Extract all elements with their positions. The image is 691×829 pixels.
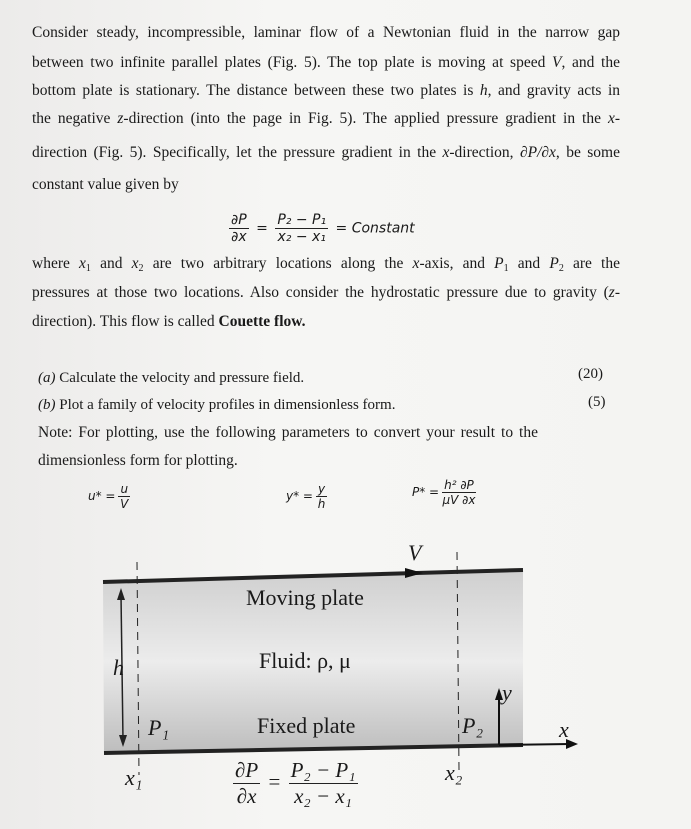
text-line <box>32 313 620 331</box>
text-segment: 1 <box>85 263 91 274</box>
text-segment: z <box>117 110 124 127</box>
velocity-label: V <box>408 540 422 565</box>
question-label: (a) <box>38 370 56 386</box>
diff-den: x₂ − x₁ <box>294 784 352 808</box>
eq-sign: = <box>256 220 268 237</box>
question-text: Calculate the velocity and pressure field. <box>55 370 305 386</box>
text-line <box>32 255 620 274</box>
text-line <box>32 82 620 100</box>
formula-den: V <box>120 497 129 511</box>
text-segment: 1 <box>503 263 509 274</box>
text-line <box>32 110 620 128</box>
text-segment: x <box>442 144 450 161</box>
text-segment: , and gravity acts in <box>487 82 620 99</box>
text-segment: -direction (into the page in Fig. 5). The applied pressure gradient in the <box>123 110 608 127</box>
text-line <box>32 284 620 302</box>
formula-lhs: y* = <box>286 489 313 503</box>
fixed-plate-label: Fixed plate <box>257 713 356 738</box>
text-line <box>38 452 626 470</box>
text-segment: x <box>131 255 139 272</box>
x-axis <box>499 744 570 745</box>
y-axis-label: y <box>502 680 512 705</box>
eq-numerator: ∂P <box>231 212 247 228</box>
text-segment: V <box>552 54 562 71</box>
text-segment: Couette flow. <box>218 313 306 330</box>
text-segment: P <box>494 255 504 272</box>
question-a <box>38 370 304 387</box>
gradient-den: ∂x <box>236 784 257 808</box>
x-axis-label: x <box>559 717 569 742</box>
text-segment: between two infinite parallel plates (Fig. 5). The top plate is moving at speed <box>32 54 552 71</box>
text-segment: , and the <box>561 54 620 71</box>
text-segment: and <box>90 255 132 272</box>
text-segment: x <box>607 110 615 127</box>
text-segment: z <box>608 284 615 301</box>
moving-plate-label: Moving plate <box>246 585 364 610</box>
text-segment: 2 <box>138 263 144 274</box>
question-text: Plot a family of velocity profiles in dimensionless form. <box>55 397 396 413</box>
text-segment: direction). This flow is called <box>32 313 219 330</box>
text-segment: x <box>79 255 86 272</box>
text-line <box>38 424 538 442</box>
pressure-gradient-equation <box>226 212 415 245</box>
text-segment: , be some <box>555 144 620 161</box>
text-segment: are two arbitrary locations along the <box>143 255 413 272</box>
text-segment: Note: For plotting, use the following parameters to convert your result to the <box>38 424 538 441</box>
text-segment: are the <box>563 255 620 272</box>
eq-diff-denominator: x₂ − x₁ <box>277 229 326 245</box>
text-segment: the negative <box>32 110 118 127</box>
formula-num: u <box>120 482 129 496</box>
text-segment: -axis, and <box>419 255 495 272</box>
figure-gradient-equation <box>230 758 361 809</box>
formula-lhs: P* = <box>412 485 440 499</box>
text-segment: direction (Fig. 5). Specifically, let the pressure gradient in the <box>32 144 443 161</box>
question-b-points: (5) <box>588 394 606 410</box>
fluid-label: Fluid: ρ, μ <box>259 648 351 673</box>
text-segment: constant value given by <box>32 176 179 193</box>
question-label: (b) <box>38 397 56 413</box>
text-segment: bottom plate is stationary. The distance between these two plates is <box>32 82 480 99</box>
u-star-formula <box>88 482 133 511</box>
text-segment: pressures at those two locations. Also consider the hydrostatic pressure due to gravity ( <box>32 284 609 301</box>
formula-den: h <box>317 497 326 511</box>
p1-label: P₁ <box>148 715 170 740</box>
h-label: h <box>113 655 124 680</box>
formula-num: y <box>317 482 326 496</box>
text-segment: dimensionless form for plotting. <box>38 452 238 469</box>
question-b <box>38 397 395 414</box>
question-a-points: (20) <box>578 366 603 382</box>
p2-label: P₂ <box>462 713 484 738</box>
y-star-formula <box>286 482 330 511</box>
x2-label: x₂ <box>445 760 463 785</box>
p-star-formula <box>412 478 479 507</box>
text-segment: ∂P/∂x <box>519 144 556 161</box>
equals-sign: = <box>268 769 281 794</box>
text-segment: - <box>614 284 620 301</box>
text-line <box>32 144 620 162</box>
text-segment: where <box>32 255 80 272</box>
text-segment: h <box>479 82 488 99</box>
text-line <box>32 24 620 42</box>
gradient-num: ∂P <box>235 758 259 782</box>
formula-lhs: u* = <box>88 489 116 503</box>
text-line <box>32 176 620 194</box>
eq-denominator: ∂x <box>231 229 247 245</box>
text-segment: x <box>412 255 420 272</box>
x1-label: x₁ <box>125 765 143 790</box>
text-segment: P <box>549 255 559 272</box>
text-segment: and <box>508 255 550 272</box>
eq-diff-numerator: P₂ − P₁ <box>277 212 327 228</box>
formula-den: μV ∂x <box>442 493 476 507</box>
diff-num: P₂ − P₁ <box>290 758 356 782</box>
text-segment: - <box>614 110 620 127</box>
text-segment: Consider steady, incompressible, laminar flow of a Newtonian fluid in the narrow gap <box>32 24 620 41</box>
text-segment: -direction, <box>449 144 520 161</box>
formula-num: h² ∂P <box>444 478 474 492</box>
text-segment: 2 <box>558 263 564 274</box>
eq-constant: = Constant <box>335 220 415 237</box>
text-line <box>32 54 620 72</box>
